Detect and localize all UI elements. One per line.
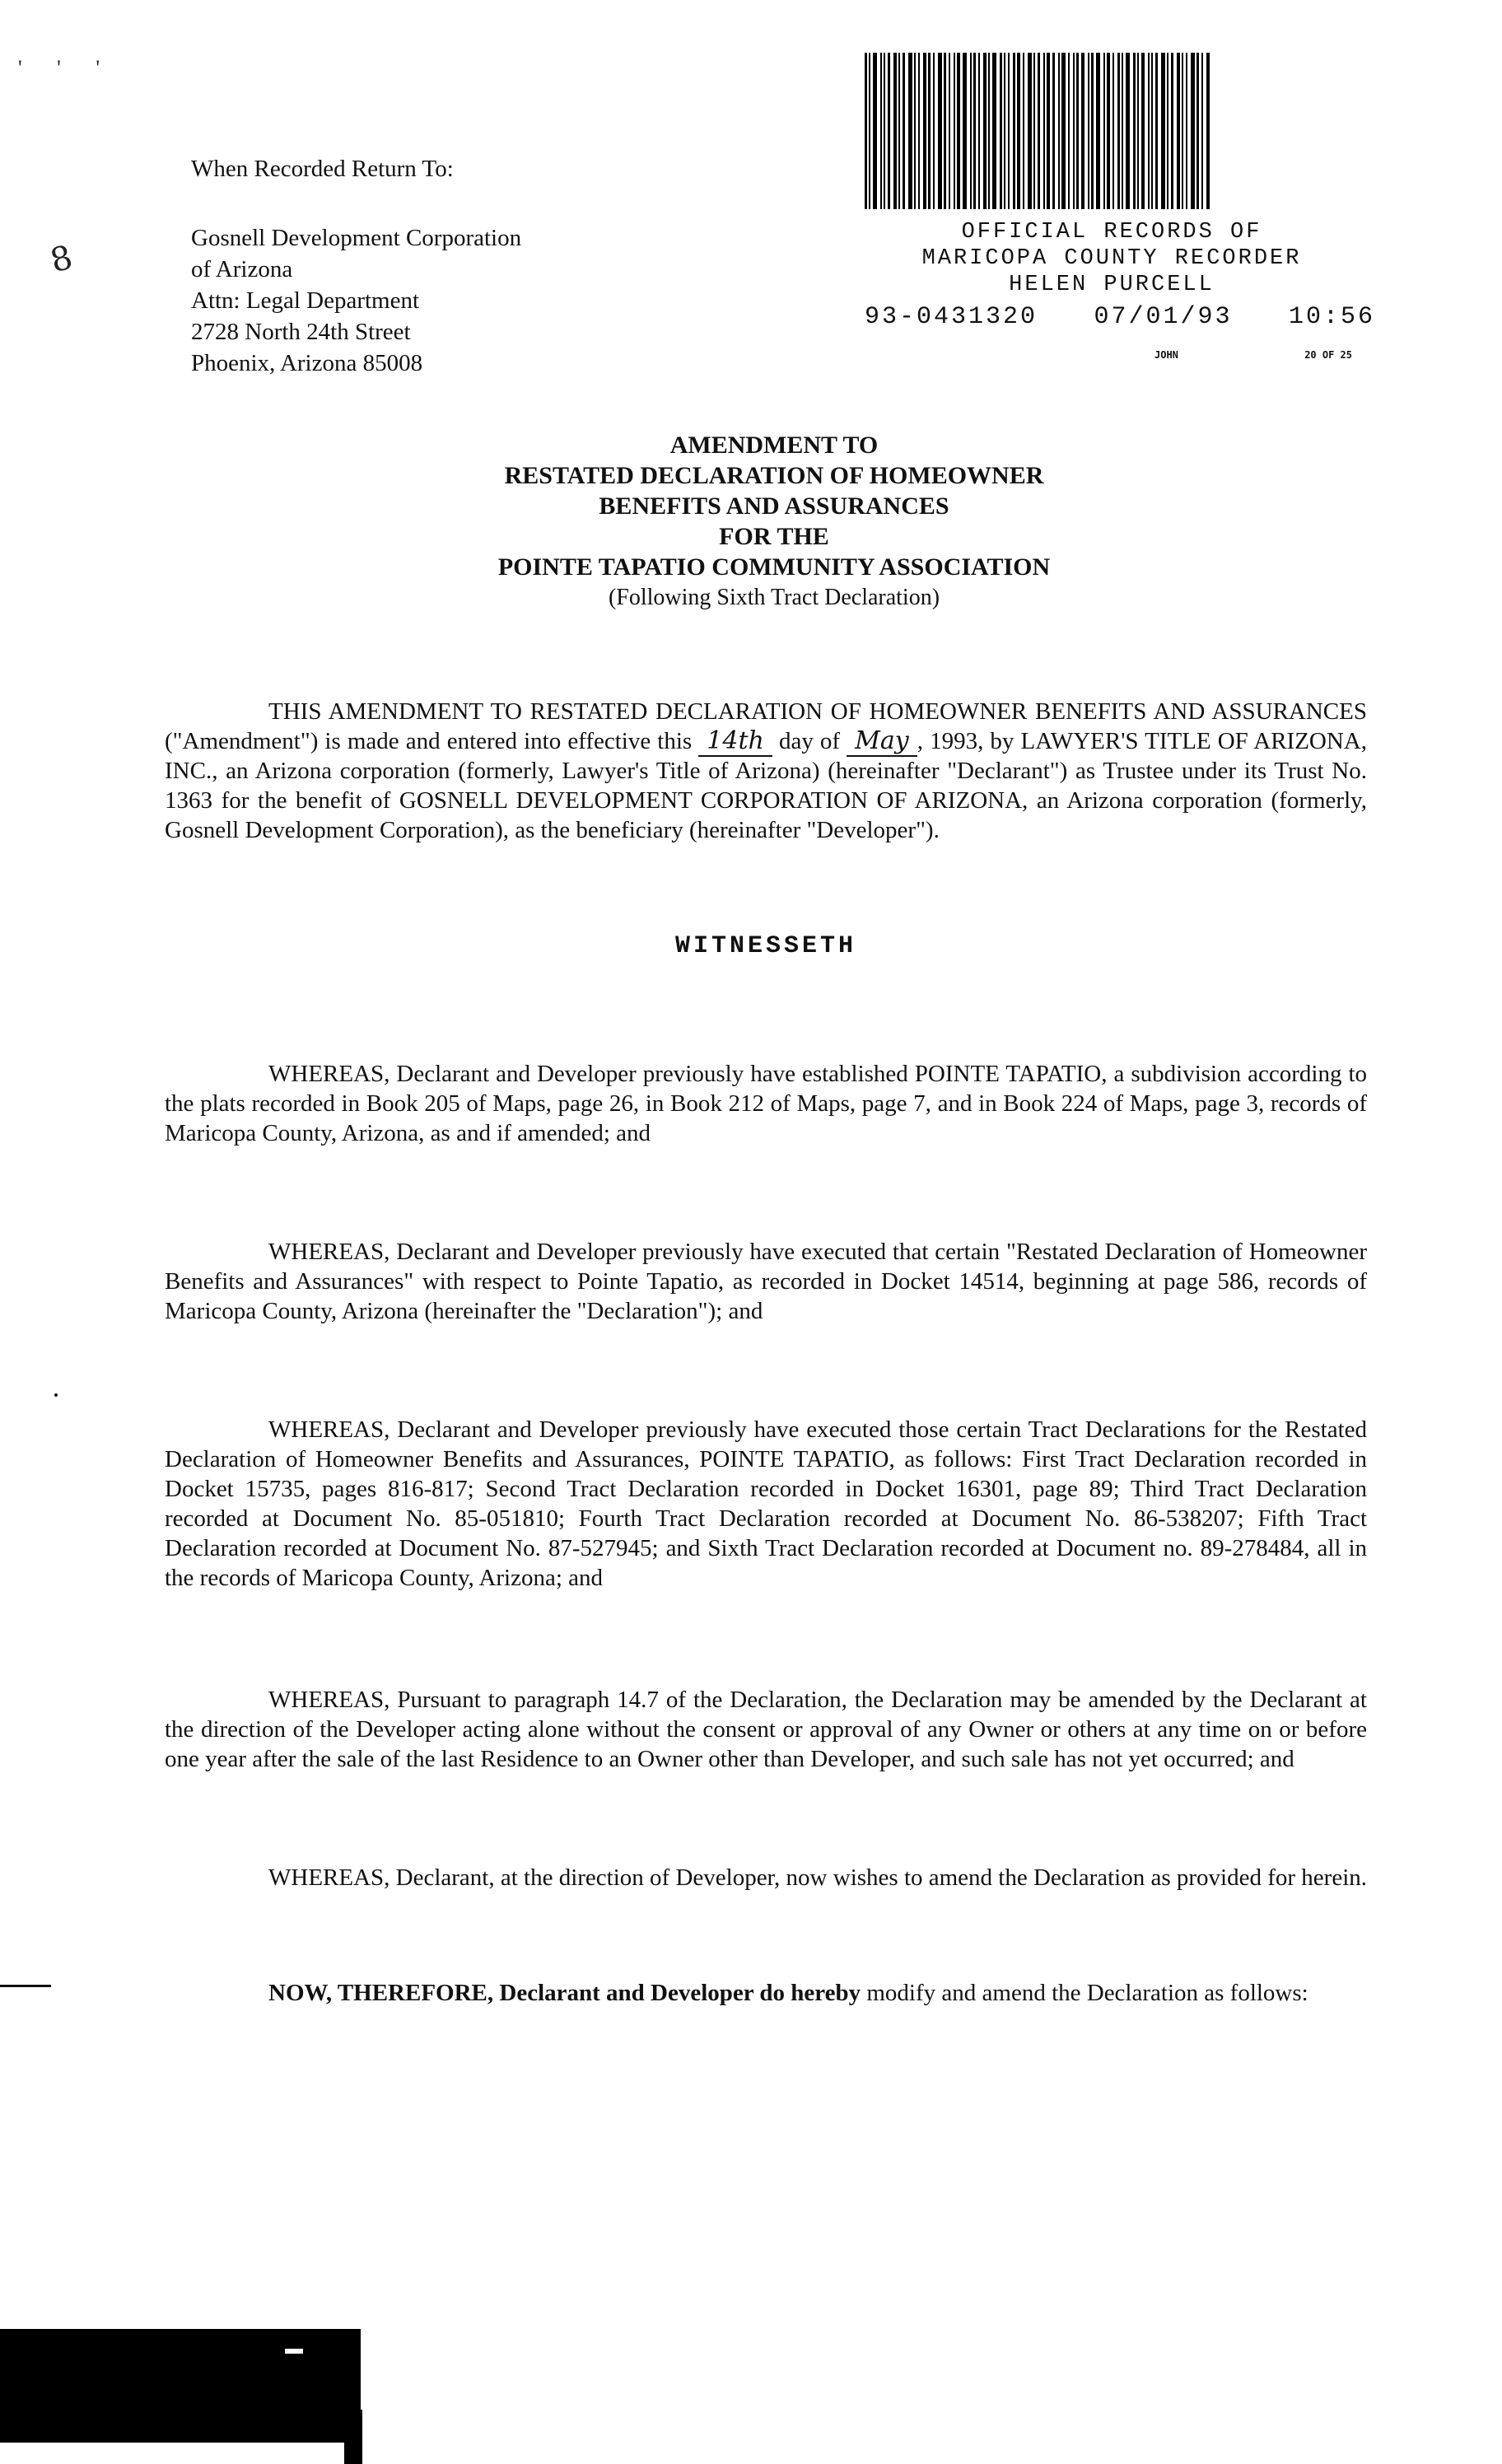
recording-barcode (865, 53, 1350, 209)
return-line: Gosnell Development Corporation (191, 225, 522, 251)
barcode-bar (1088, 53, 1089, 209)
barcode-bar (1141, 53, 1145, 209)
recorder-line: HELEN PURCELL (1009, 273, 1215, 297)
barcode-bar (1073, 53, 1075, 209)
scan-edge-mark (0, 1985, 51, 1987)
page-count: 20 OF 25 (1304, 349, 1352, 361)
barcode-bar (1043, 53, 1045, 209)
barcode-bar (888, 53, 890, 209)
barcode-bar (992, 53, 996, 209)
barcode-bar (983, 53, 987, 209)
whereas-clause (165, 1237, 1367, 1326)
title-line: POINTE TAPATIO COMMUNITY ASSOCIATION (497, 553, 1051, 581)
whereas-text: WHEREAS, Declarant and Developer previously have executed that certain "Restated Declaration of Homeowner Benefits and Assurances" with respect to Pointe Tapatio, as recorded in Docket 14514, beginning at page 586, records of Maricopa County, Arizona (hereinafter the "Declaration"); and (165, 1239, 1367, 1324)
barcode-bar (1167, 53, 1168, 209)
scan-speck-marks: ' ' ' (18, 56, 115, 80)
title-line: RESTATED DECLARATION OF HOMEOWNER (504, 462, 1044, 489)
barcode-bar (1052, 53, 1055, 209)
barcode-bar (988, 53, 990, 209)
barcode-bar (949, 53, 950, 209)
return-line: of Arizona (191, 256, 293, 282)
barcode-bar (898, 53, 900, 209)
whereas-text: WHEREAS, Pursuant to paragraph 14.7 of the Declaration, the Declaration may be amended by the Declarant at the direction of the Developer acting alone without the consent or approval of any Owner or others at any time on or before one year after the sale of the last Residence to an Owner other than Developer, and such sale has not yet occurred; and (165, 1687, 1367, 1772)
barcode-bar (1023, 53, 1024, 209)
document-number: 93-0431320 (865, 303, 1038, 331)
barcode-bar (1122, 53, 1123, 209)
barcode-bar (954, 53, 955, 209)
scan-black-block (0, 2329, 361, 2443)
barcode-bar (903, 53, 905, 209)
barcode-bar (928, 53, 931, 209)
scan-black-tail (344, 2410, 362, 2464)
witnesseth-heading: WITNESSETH (674, 932, 857, 960)
barcode-bar (1186, 53, 1187, 209)
barcode-bar (1017, 53, 1020, 209)
barcode-bar (1081, 53, 1085, 209)
whereas-clause (165, 1059, 1367, 1148)
barcode-bar (918, 53, 920, 209)
barcode-bar (1177, 53, 1180, 209)
barcode-bar (873, 53, 877, 209)
intro-text: , 1993, by LAWYER'S TITLE OF ARIZONA, INC., an Arizona corporation (formerly, Lawyer's Title of Arizona) (hereinafter "Declarant") as Trustee under its Trust No. 1363 for the benefit of GOSNELL DEVELOPMENT CORPORATION OF ARIZONA, an Arizona corporation (formerly, Gosnell Development Corporation), as the beneficiary (hereinafter "Developer"). (165, 728, 1368, 843)
intro-text: THIS AMENDMENT TO RESTATED DECLARATION OF HOMEOWNER BENEFITS AND ASSURANCES ("Amendment") is made and entered into effective this (165, 698, 1367, 754)
barcode-bar (1191, 53, 1195, 209)
barcode-bar (1038, 53, 1040, 209)
now-therefore-clause (165, 1978, 1367, 2008)
recording-clerk-line (1154, 349, 1352, 361)
title-line: BENEFITS AND ASSURANCES (599, 492, 949, 520)
barcode-bar (944, 53, 946, 209)
barcode-bar (880, 53, 882, 209)
now-therefore-text: modify and amend the Declaration as follows: (866, 1980, 1308, 2006)
barcode-bar (1182, 53, 1183, 209)
barcode-bar (1117, 53, 1120, 209)
whereas-clause (165, 1415, 1367, 1593)
handwritten-margin-note: 8 (46, 238, 77, 281)
handwritten-month: May (847, 726, 917, 757)
barcode-bar (970, 53, 972, 209)
barcode-bar (1155, 53, 1158, 209)
scan-speck (54, 1393, 58, 1397)
barcode-bar (1033, 53, 1035, 209)
whereas-clause (165, 1685, 1367, 1774)
whereas-text: WHEREAS, Declarant and Developer previously have established POINTE TAPATIO, a subdivision according to the plats recorded in Book 205 of Maps, page 26, in Book 212 of Maps, page 7, and in Book 224 of Maps, page 3, records of Maricopa County, Arizona, as and if amended; and (165, 1061, 1367, 1146)
recorder-line: MARICOPA COUNTY RECORDER (921, 246, 1302, 271)
document-title (247, 430, 1301, 613)
barcode-bar (1196, 53, 1199, 209)
clerk-name: JOHN (1154, 349, 1178, 361)
barcode-bar (1137, 53, 1139, 209)
barcode-bar (1151, 53, 1153, 209)
intro-text: day of (778, 728, 841, 754)
return-heading: When Recorded Return To: (191, 156, 454, 182)
barcode-bar (1068, 53, 1070, 209)
title-line: FOR THE (719, 523, 829, 550)
barcode-bar (1028, 53, 1032, 209)
barcode-bar (1113, 53, 1114, 209)
barcode-bar (933, 53, 935, 209)
barcode-bar (1148, 53, 1150, 209)
barcode-bar (1013, 53, 1015, 209)
return-line: Attn: Legal Department (191, 287, 420, 314)
barcode-bar (923, 53, 926, 209)
barcode-bar (1000, 53, 1002, 209)
barcode-bar (1133, 53, 1136, 209)
whereas-text: WHEREAS, Declarant, at the direction of Developer, now wishes to amend the Declaration as provided for herein. (268, 1864, 1367, 1891)
recording-time: 10:56 (1288, 303, 1375, 331)
barcode-bar (1076, 53, 1079, 209)
title-subtitle: (Following Sixth Tract Declaration) (608, 585, 940, 610)
barcode-bar (1096, 53, 1100, 209)
return-address-block (191, 153, 521, 379)
intro-paragraph (165, 697, 1367, 845)
barcode-bar (938, 53, 942, 209)
barcode-bar (1103, 53, 1105, 209)
barcode-bar (1126, 53, 1130, 209)
return-line: 2728 North 24th Street (191, 319, 411, 345)
barcode-bar (865, 53, 867, 209)
barcode-bar (973, 53, 976, 209)
barcode-bar (963, 53, 967, 209)
barcode-bar (1107, 53, 1110, 209)
barcode-bar (1058, 53, 1060, 209)
barcode-bar (1004, 53, 1005, 209)
whereas-clause (165, 1863, 1367, 1892)
now-therefore-bold: NOW, THEREFORE, Declarant and Developer do hereby (268, 1980, 861, 2006)
recorder-line: OFFICIAL RECORDS OF (961, 220, 1262, 245)
barcode-bar (1047, 53, 1050, 209)
barcode-bar (884, 53, 885, 209)
whereas-text: WHEREAS, Declarant and Developer previously have executed those certain Tract Declarations for the Restated Declaration of Homeowner Benefits and Assurances, POINTE TAPATIO, as follows: First Tract Declaration recorded in Docket 15735, pages 816-817; Second Tract Declaration recorded in Docket 16301, page 89; Third Tract Declaration recorded at Document No. 85-051810; Fourth Tract Declaration recorded at Document No. 86-538207; Fifth Tract Declaration recorded at Document No. 87-527945; and Sixth Tract Declaration recorded at Document no. 89-278484, all in the records of Maricopa County, Arizona; and (165, 1416, 1367, 1591)
barcode-bar (1061, 53, 1066, 209)
barcode-bar (978, 53, 980, 209)
handwritten-day: 14th (698, 726, 772, 757)
title-line: AMENDMENT TO (669, 432, 879, 459)
barcode-bar (908, 53, 912, 209)
recording-info-line (865, 303, 1375, 331)
barcode-bar (893, 53, 897, 209)
barcode-bar (914, 53, 916, 209)
recorder-stamp (856, 219, 1367, 298)
barcode-bar (1206, 53, 1210, 209)
barcode-bar (957, 53, 960, 209)
barcode-bar (1171, 53, 1173, 209)
barcode-bar (869, 53, 870, 209)
recording-date: 07/01/93 (1094, 303, 1233, 331)
barcode-bar (1008, 53, 1010, 209)
barcode-bar (1161, 53, 1165, 209)
return-line: Phoenix, Arizona 85008 (191, 350, 423, 376)
barcode-bar (1091, 53, 1094, 209)
barcode-bar (1201, 53, 1203, 209)
